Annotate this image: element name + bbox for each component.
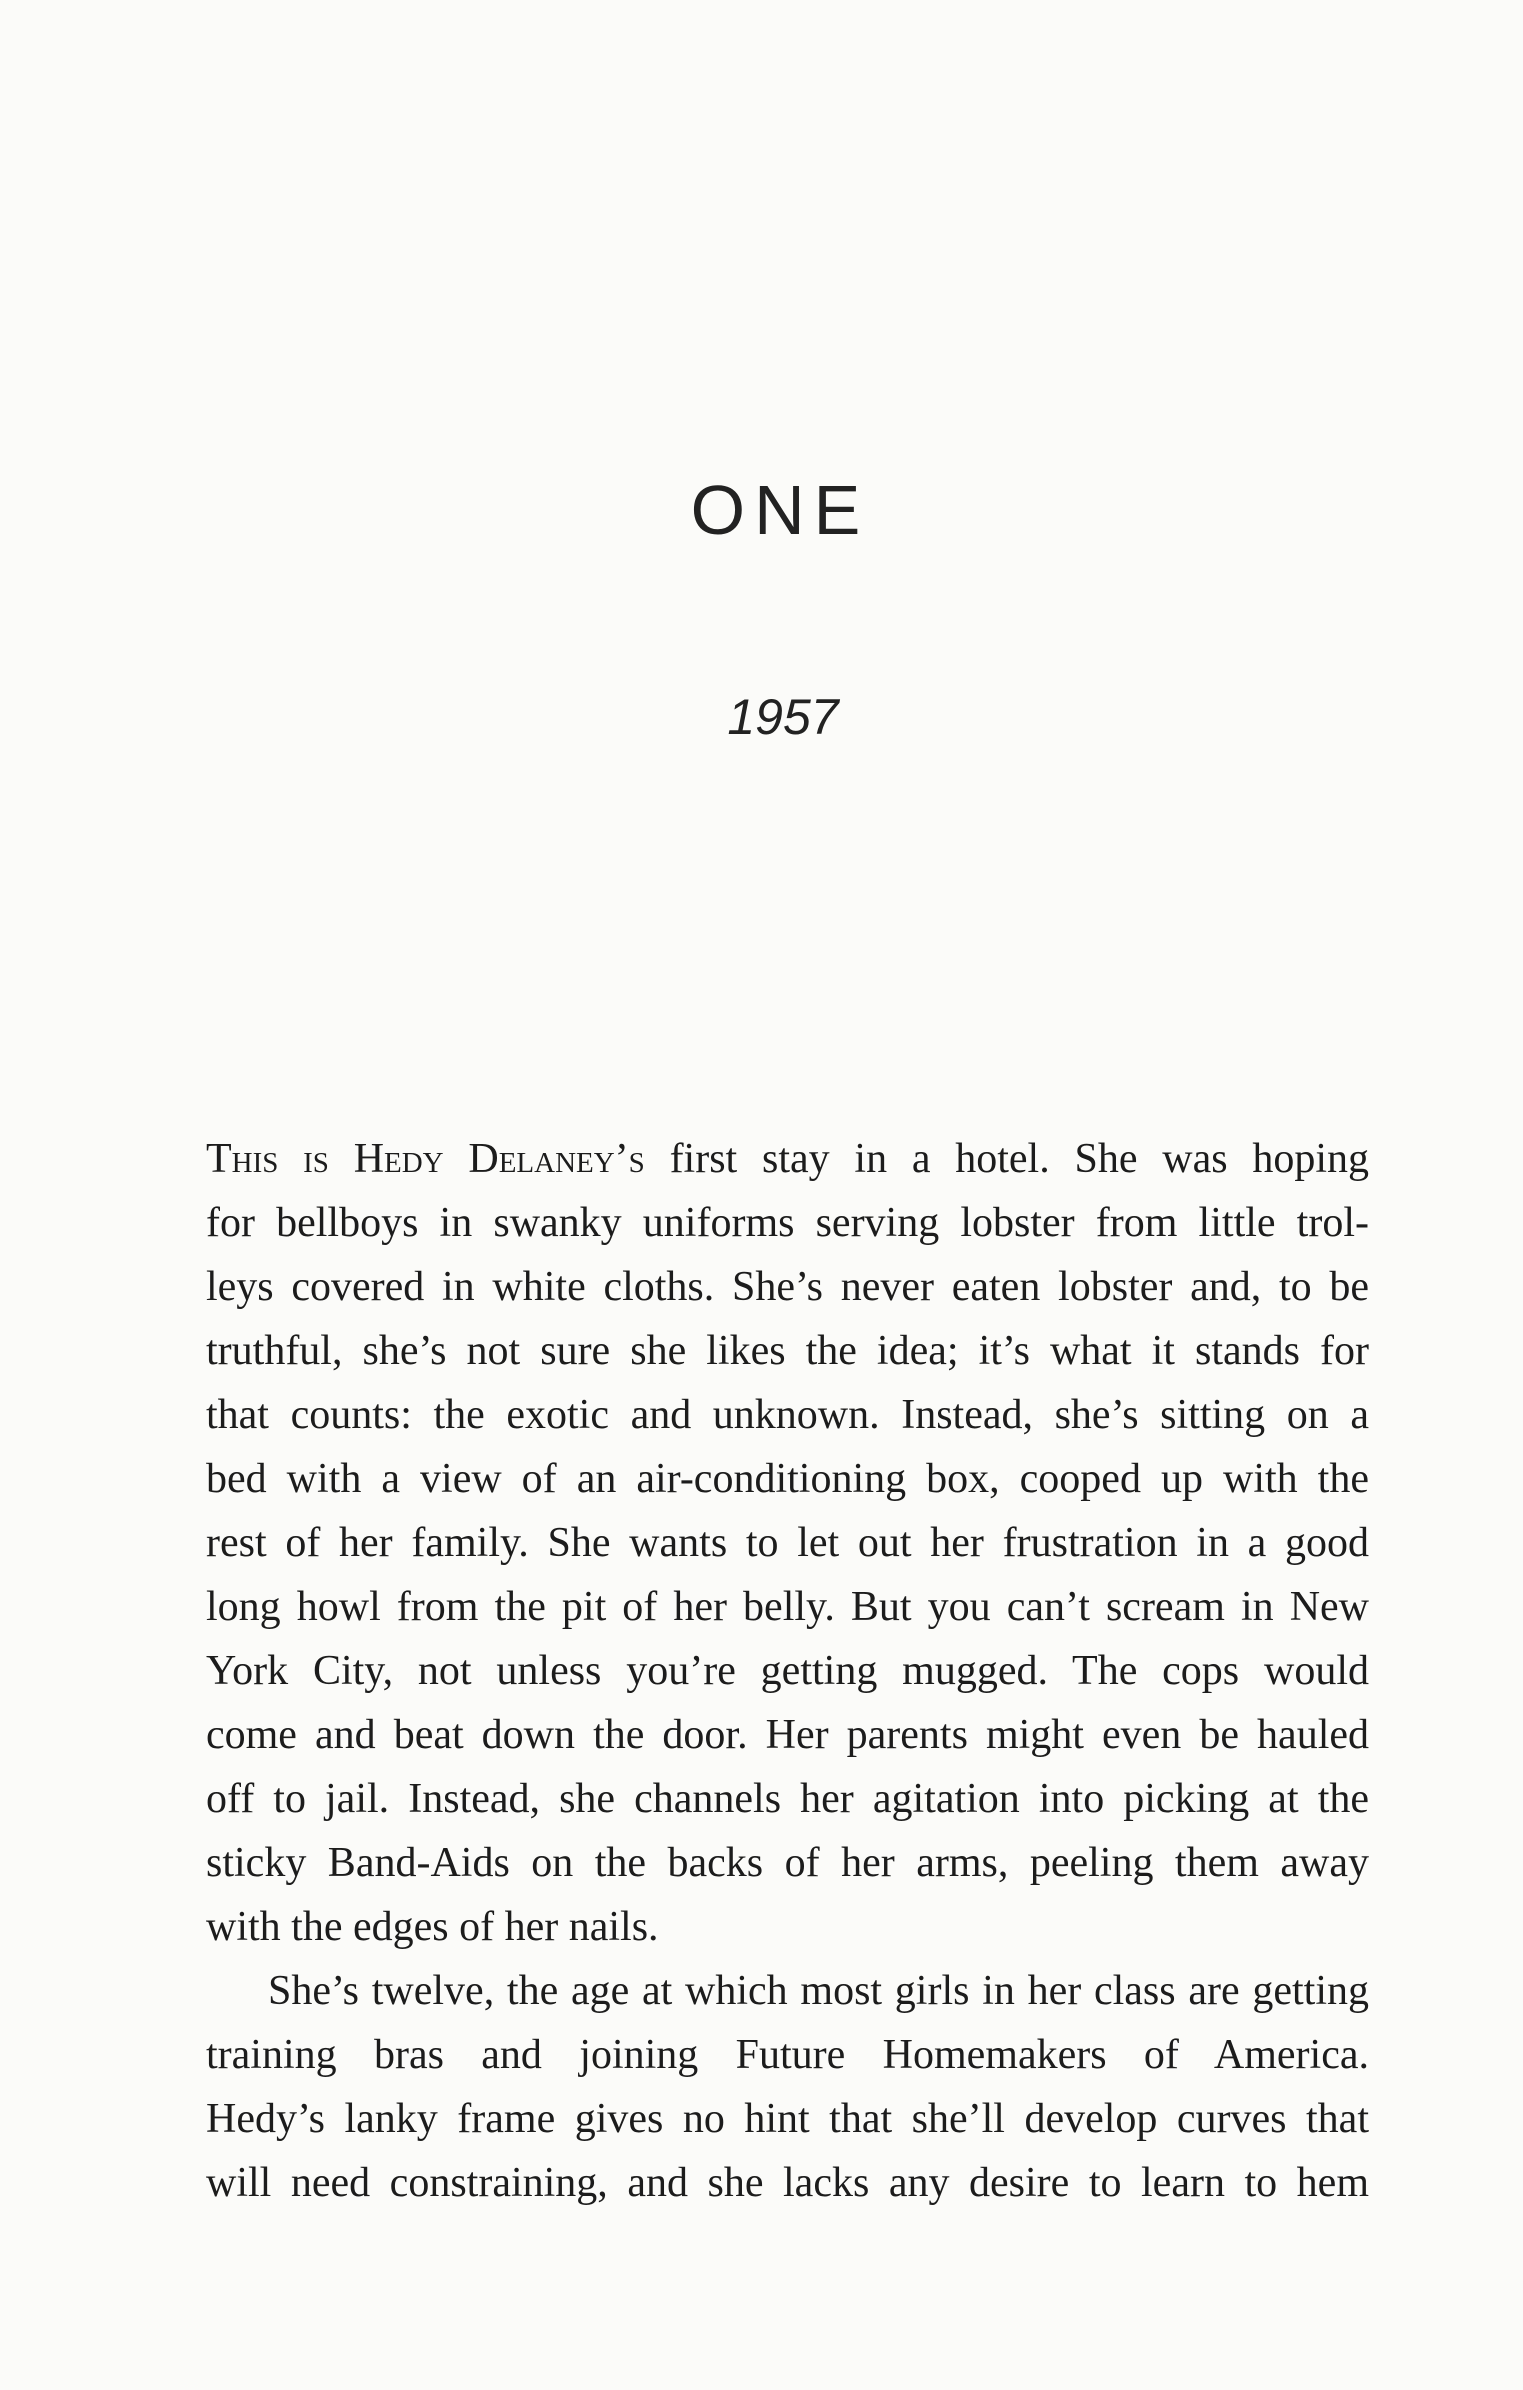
paragraph-1 <box>206 1127 1369 1959</box>
text-line <box>206 1127 1369 1191</box>
text-line: off to jail. Instead, she channels her agitation into picking at the <box>206 1776 1369 1822</box>
text-line: truthful, she’s not sure she likes the idea; it’s what it stands for <box>206 1328 1369 1374</box>
text-line: that counts: the exotic and unknown. Instead, she’s sitting on a <box>206 1392 1369 1438</box>
text-line: York City, not unless you’re getting mugged. The cops would <box>206 1648 1369 1694</box>
opening-small-caps: This is Hedy Delaney’s <box>206 1136 645 1182</box>
text-line: bed with a view of an air-conditioning box, cooped up with the <box>206 1456 1369 1502</box>
chapter-heading: ONE <box>690 471 870 549</box>
text-line: sticky Band-Aids on the backs of her arms, peeling them away <box>206 1840 1369 1886</box>
text-line: will need constraining, and she lacks any desire to learn to hem <box>206 2160 1369 2206</box>
body-text <box>206 1127 1369 2215</box>
text-line: She’s twelve, the age at which most girls in her class are getting <box>268 1968 1369 2014</box>
text-line-content: first stay in a hotel. She was hoping <box>644 1136 1369 1182</box>
text-line: Hedy’s lanky frame gives no hint that she’ll develop curves that <box>206 2096 1369 2142</box>
text-line: rest of her family. She wants to let out her frustration in a good <box>206 1520 1369 1566</box>
text-line: with the edges of her nails. <box>206 1904 659 1950</box>
paragraph-2 <box>206 1959 1369 2215</box>
text-line: come and beat down the door. Her parents might even be hauled <box>206 1712 1369 1758</box>
text-line: long howl from the pit of her belly. But you can’t scream in New <box>206 1584 1369 1630</box>
text-line: training bras and joining Future Homemakers of America. <box>206 2032 1369 2078</box>
text-line: leys covered in white cloths. She’s never eaten lobster and, to be <box>206 1264 1369 1310</box>
chapter-year: 1957 <box>727 689 839 745</box>
text-line: for bellboys in swanky uniforms serving lobster from little trol- <box>206 1200 1369 1246</box>
